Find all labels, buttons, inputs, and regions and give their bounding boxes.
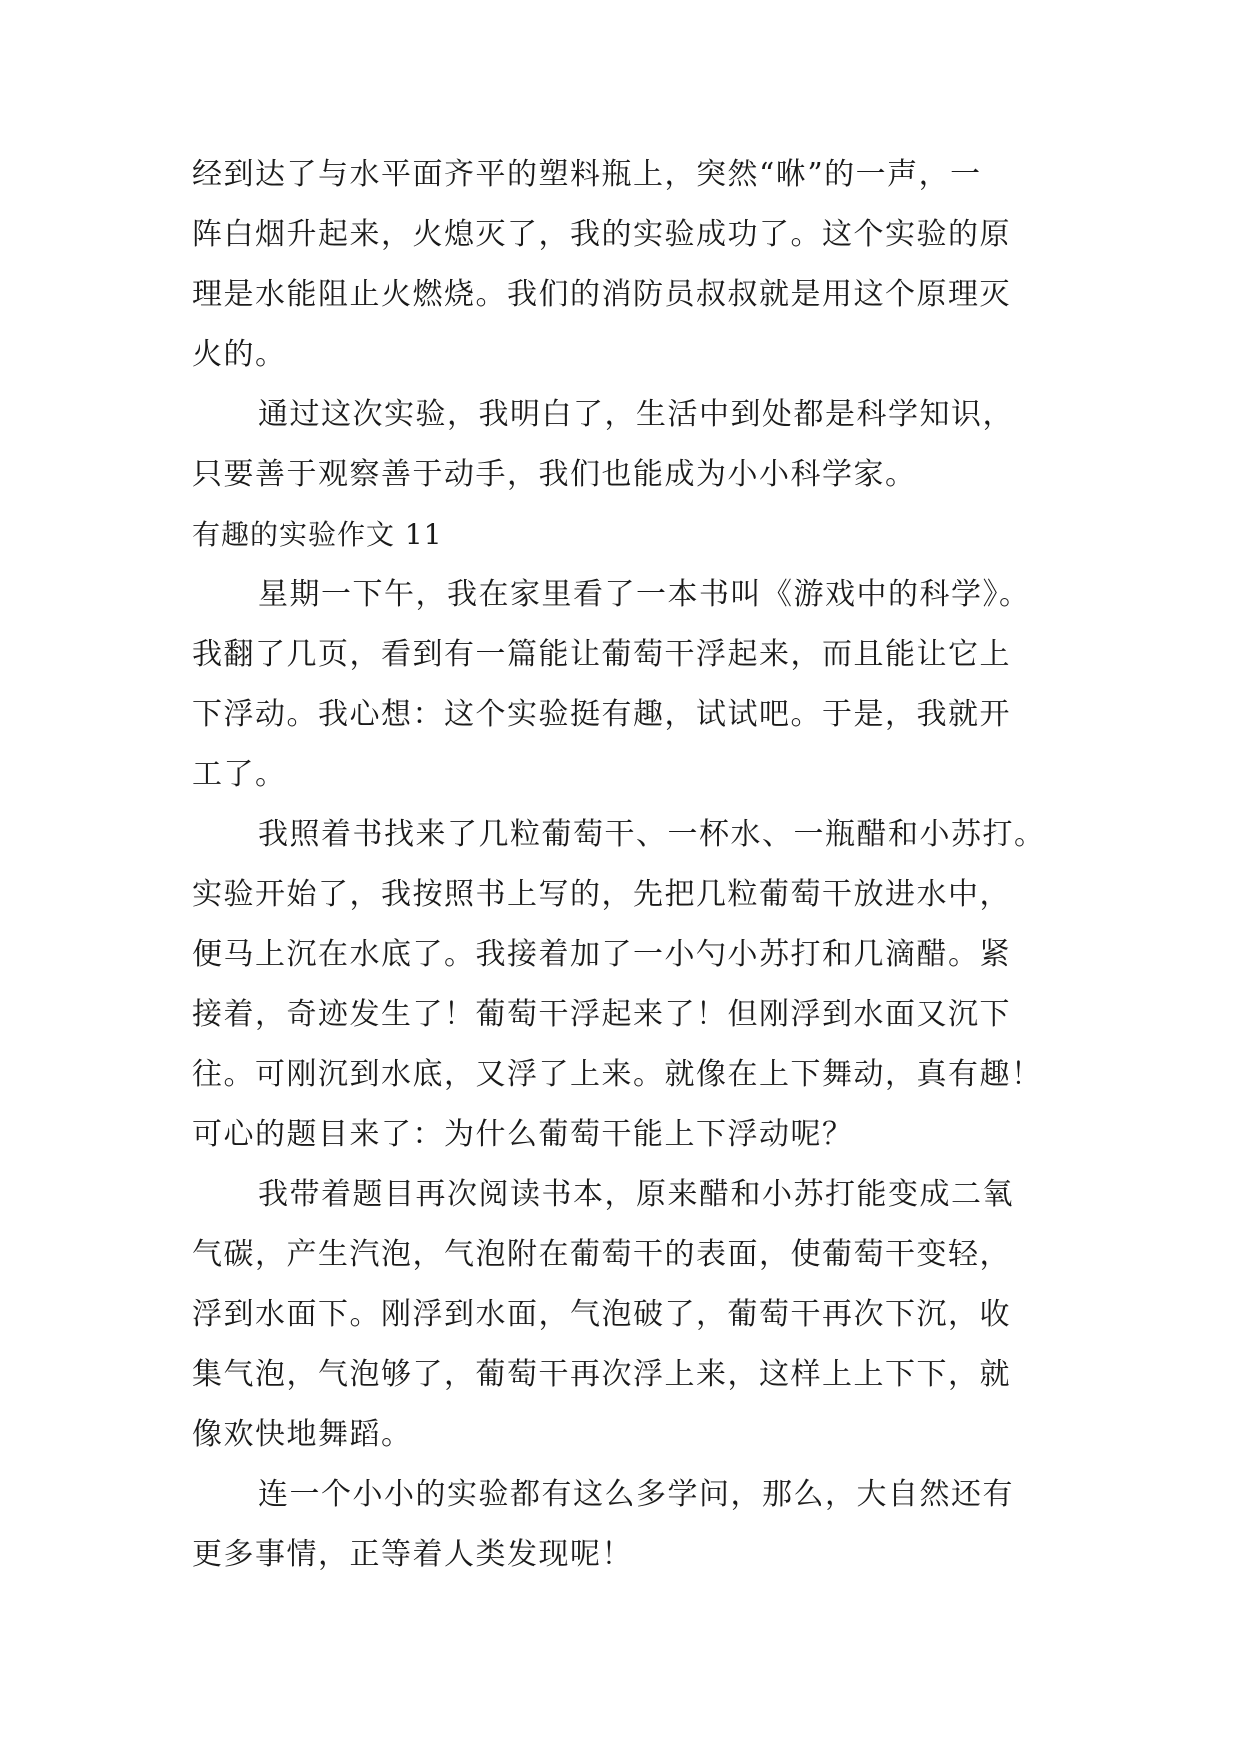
text-line: 往。可刚沉到水底，又浮了上来。就像在上下舞动，真有趣！ (192, 1057, 1043, 1092)
text-line: 实验开始了，我按照书上写的，先把几粒葡萄干放进水中， (192, 877, 1011, 912)
text-line: 通过这次实验，我明白了，生活中到处都是科学知识， (258, 397, 1014, 432)
text-line: 我照着书找来了几粒葡萄干、一杯水、一瓶醋和小苏打。 (258, 817, 1046, 852)
text-line: 可心的题目来了：为什么葡萄干能上下浮动呢？ (192, 1117, 854, 1152)
text-line: 只要善于观察善于动手，我们也能成为小小科学家。 (192, 457, 917, 492)
text-line: 工了。 (192, 757, 287, 792)
text-line: 理是水能阻止火燃烧。我们的消防员叔叔就是用这个原理灭 (192, 277, 1011, 312)
document-page (192, 157, 1062, 1600)
text-line: 更多事情，正等着人类发现呢！ (192, 1537, 633, 1572)
text-line: 经到达了与水平面齐平的塑料瓶上，突然“咻”的一声，一 (192, 157, 982, 192)
text-line: 浮到水面下。刚浮到水面，气泡破了，葡萄干再次下沉，收 (192, 1297, 1011, 1332)
text-line: 火的。 (192, 337, 287, 372)
text-line: 气碳，产生汽泡，气泡附在葡萄干的表面，使葡萄干变轻， (192, 1237, 1011, 1272)
text-line: 阵白烟升起来，火熄灭了，我的实验成功了。这个实验的原 (192, 217, 1011, 252)
text-line: 下浮动。我心想：这个实验挺有趣，试试吧。于是，我就开 (192, 697, 1011, 732)
text-line: 接着，奇迹发生了！葡萄干浮起来了！但刚浮到水面又沉下 (192, 997, 1011, 1032)
text-line: 我翻了几页，看到有一篇能让葡萄干浮起来，而且能让它上 (192, 637, 1011, 672)
text-line: 集气泡，气泡够了，葡萄干再次浮上来，这样上上下下，就 (192, 1357, 1011, 1392)
text-line: 连一个小小的实验都有这么多学问，那么，大自然还有 (258, 1477, 1014, 1512)
text-line: 我带着题目再次阅读书本，原来醋和小苏打能变成二氧 (258, 1177, 1014, 1212)
text-line: 像欢快地舞蹈。 (192, 1417, 413, 1452)
text-line: 便马上沉在水底了。我接着加了一小勺小苏打和几滴醋。紧 (192, 937, 1011, 972)
text-line: 星期一下午，我在家里看了一本书叫《游戏中的科学》。 (258, 577, 1031, 612)
section-heading: 有趣的实验作文 11 (192, 518, 443, 551)
